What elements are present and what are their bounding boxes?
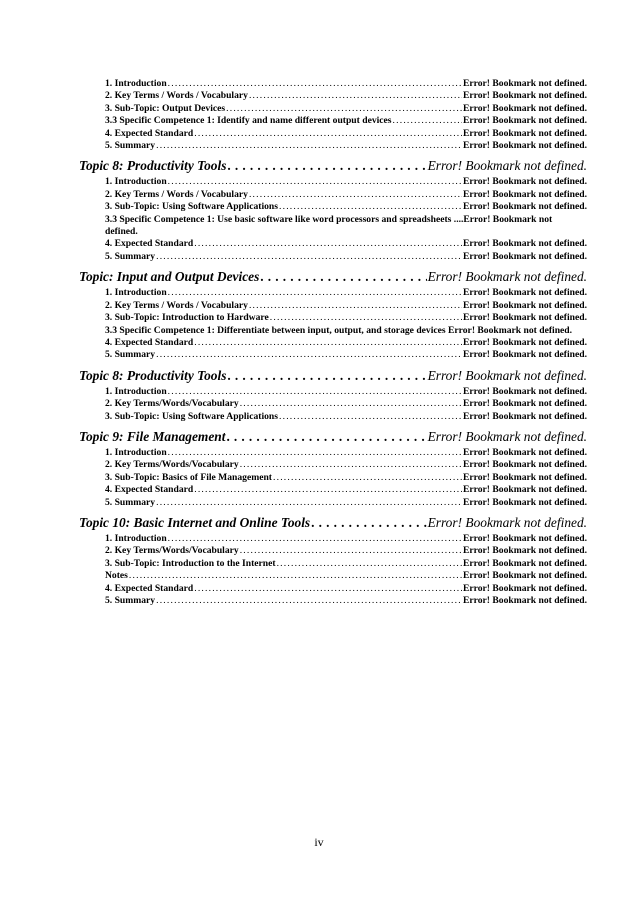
bookmark-error: Error! Bookmark not defined. bbox=[462, 127, 587, 139]
dot-leader bbox=[194, 238, 462, 250]
toc-topic-heading[interactable] bbox=[79, 158, 587, 174]
dot-leader bbox=[277, 558, 462, 570]
bookmark-error: Error! Bookmark not defined. bbox=[462, 532, 587, 544]
bookmark-error: Error! Bookmark not defined. bbox=[462, 385, 587, 397]
dot-leader bbox=[156, 497, 462, 509]
bookmark-error: Error! Bookmark not defined. bbox=[462, 299, 587, 311]
toc-entry[interactable] bbox=[105, 533, 587, 545]
dot-leader bbox=[249, 189, 462, 201]
toc-entry[interactable] bbox=[105, 447, 587, 459]
toc-entry[interactable] bbox=[105, 484, 587, 496]
toc-entry-title: 5. Summary bbox=[105, 250, 156, 262]
bookmark-error: Error! Bookmark not defined. bbox=[462, 496, 587, 508]
toc-entry[interactable] bbox=[105, 140, 587, 152]
bookmark-error: Error! Bookmark not defined. bbox=[462, 78, 587, 89]
toc-entry[interactable] bbox=[105, 238, 587, 250]
toc-entry-title: 4. Expected Standard bbox=[105, 127, 194, 139]
dot-leader bbox=[393, 115, 462, 127]
dot-leader bbox=[279, 201, 462, 213]
bookmark-error: Error! Bookmark not defined. bbox=[462, 410, 587, 422]
toc-entry[interactable] bbox=[105, 78, 587, 90]
toc-entry-title: 1. Introduction bbox=[105, 287, 167, 299]
toc-entry-title: 5. Summary bbox=[105, 595, 156, 606]
toc-entry[interactable] bbox=[105, 176, 587, 188]
bookmark-error: Error! Bookmark not defined. bbox=[462, 176, 587, 188]
toc-entry[interactable] bbox=[105, 103, 587, 115]
dot-leader bbox=[240, 459, 462, 471]
toc-entry[interactable] bbox=[105, 570, 587, 582]
toc-entry[interactable] bbox=[105, 337, 587, 349]
dot-leader bbox=[270, 312, 462, 324]
toc-entry[interactable] bbox=[105, 411, 587, 423]
toc-entry[interactable] bbox=[105, 545, 587, 557]
toc-entry-title: 2. Key Terms / Words / Vocabulary bbox=[105, 90, 248, 102]
toc-entry-title: 1. Introduction bbox=[105, 532, 167, 544]
toc-entry-title: 2. Key Terms/Words/Vocabulary bbox=[105, 459, 239, 471]
toc-entry[interactable] bbox=[105, 459, 587, 471]
toc-entry-title: 3. Sub-Topic: Using Software Applications bbox=[105, 201, 278, 213]
bookmark-error: Error! Bookmark not defined. bbox=[427, 269, 587, 285]
toc-entry-title: 4. Expected Standard bbox=[105, 238, 194, 250]
toc-entry-title: 1. Introduction bbox=[105, 446, 167, 458]
bookmark-error: Error! Bookmark not defined. bbox=[462, 545, 587, 557]
bookmark-error: Error! Bookmark not defined. bbox=[462, 140, 587, 152]
toc-topic-heading[interactable] bbox=[79, 429, 587, 445]
toc-entry-title: 2. Key Terms / Words / Vocabulary bbox=[105, 299, 248, 311]
toc-entry-title: 4. Expected Standard bbox=[105, 336, 194, 348]
dot-leader bbox=[194, 337, 462, 349]
toc-entry-title: 3. Sub-Topic: Introduction to the Internet bbox=[105, 557, 276, 569]
toc-entry[interactable] bbox=[105, 312, 587, 324]
dot-leader bbox=[168, 176, 462, 188]
toc-entry-text: 3.3 Specific Competence 1: Differentiate between input, output, and storage devices Error! Bookmark not defined. bbox=[105, 324, 573, 336]
toc-entry[interactable] bbox=[105, 201, 587, 213]
bookmark-error: Error! Bookmark not defined. bbox=[462, 570, 587, 582]
page-number: iv bbox=[314, 835, 324, 849]
bookmark-error: Error! Bookmark not defined. bbox=[462, 115, 587, 127]
bookmark-error: Error! Bookmark not defined. bbox=[462, 287, 587, 299]
dot-leader bbox=[194, 484, 462, 496]
dot-leader bbox=[273, 472, 462, 484]
dot-leader bbox=[168, 533, 462, 545]
toc-entry-title: 4. Expected Standard bbox=[105, 484, 194, 496]
bookmark-error: Error! Bookmark not defined. bbox=[462, 484, 587, 496]
dot-leader bbox=[279, 411, 462, 423]
dot-leader bbox=[226, 429, 426, 445]
toc-topic-heading[interactable] bbox=[79, 515, 587, 531]
dot-leader bbox=[156, 251, 462, 263]
dot-leader bbox=[240, 545, 462, 557]
toc-topic-title: Topic 8: Productivity Tools bbox=[79, 158, 227, 174]
dot-leader bbox=[156, 140, 462, 152]
bookmark-error: Error! Bookmark not defined. bbox=[462, 312, 587, 324]
toc-entry[interactable] bbox=[105, 472, 587, 484]
dot-leader bbox=[129, 570, 462, 582]
toc-entry-title: 3. Sub-Topic: Introduction to Hardware bbox=[105, 312, 269, 324]
toc-entry-title: 3.3 Specific Competence 1: Identify and name different output devices bbox=[105, 115, 392, 127]
toc-entry[interactable] bbox=[105, 325, 587, 337]
bookmark-error: Error! Bookmark not defined. bbox=[462, 471, 587, 483]
toc-entry[interactable] bbox=[105, 349, 587, 361]
bookmark-error: Error! Bookmark not defined. bbox=[462, 238, 587, 250]
toc-topic-title: Topic 9: File Management bbox=[79, 428, 226, 444]
bookmark-error: Error! Bookmark not defined. bbox=[427, 367, 587, 383]
toc-entry[interactable] bbox=[105, 287, 587, 299]
dot-leader bbox=[168, 287, 462, 299]
toc-topic-heading[interactable] bbox=[79, 269, 587, 285]
toc-topic-heading[interactable] bbox=[79, 368, 587, 384]
bookmark-error: Error! Bookmark not defined. bbox=[462, 90, 587, 102]
toc-entry-title: 3. Sub-Topic: Basics of File Management bbox=[105, 471, 273, 483]
toc-entry[interactable] bbox=[105, 595, 587, 607]
toc-entry-text: 3.3 Specific Competence 1: Use basic software like word processors and spreadsheets ....Error! Bookmark not defined. bbox=[105, 213, 553, 238]
toc-entry-title: 2. Key Terms/Words/Vocabulary bbox=[105, 398, 239, 410]
toc-entry-title: 1. Introduction bbox=[105, 176, 167, 188]
bookmark-error: Error! Bookmark not defined. bbox=[462, 336, 587, 348]
bookmark-error: Error! Bookmark not defined. bbox=[427, 158, 587, 174]
dot-leader bbox=[194, 583, 462, 595]
toc-entry[interactable] bbox=[105, 189, 587, 201]
dot-leader bbox=[156, 349, 462, 361]
toc-entry-title: Notes bbox=[105, 570, 128, 582]
bookmark-error: Error! Bookmark not defined. bbox=[462, 557, 587, 569]
toc-entry[interactable] bbox=[105, 497, 587, 509]
dot-leader bbox=[168, 386, 462, 398]
bookmark-error: Error! Bookmark not defined. bbox=[462, 349, 587, 361]
toc-entry-title: 1. Introduction bbox=[105, 78, 167, 89]
toc-entry-title: 5. Summary bbox=[105, 349, 156, 361]
bookmark-error: Error! Bookmark not defined. bbox=[462, 102, 587, 114]
bookmark-error: Error! Bookmark not defined. bbox=[462, 398, 587, 410]
bookmark-error: Error! Bookmark not defined. bbox=[462, 446, 587, 458]
bookmark-error: Error! Bookmark not defined. bbox=[427, 514, 587, 530]
dot-leader bbox=[249, 90, 462, 102]
toc-entry[interactable] bbox=[105, 90, 587, 102]
bookmark-error: Error! Bookmark not defined. bbox=[462, 250, 587, 262]
dot-leader bbox=[226, 103, 462, 115]
toc-entry-title: 3. Sub-Topic: Using Software Applications bbox=[105, 410, 278, 422]
dot-leader bbox=[249, 300, 462, 312]
toc-entry[interactable] bbox=[105, 128, 587, 140]
dot-leader bbox=[227, 368, 426, 384]
toc-entry[interactable] bbox=[105, 398, 587, 410]
bookmark-error: Error! Bookmark not defined. bbox=[462, 595, 587, 606]
dot-leader bbox=[156, 595, 462, 607]
dot-leader bbox=[194, 128, 462, 140]
toc-entry[interactable] bbox=[105, 386, 587, 398]
dot-leader bbox=[240, 398, 462, 410]
toc-entry-title: 3. Sub-Topic: Output Devices bbox=[105, 102, 226, 114]
toc-entry-title: 2. Key Terms / Words / Vocabulary bbox=[105, 188, 248, 200]
toc-topic-title: Topic 8: Productivity Tools bbox=[79, 367, 227, 383]
dot-leader bbox=[260, 269, 426, 285]
toc-entry[interactable] bbox=[105, 251, 587, 263]
toc-entry-title: 5. Summary bbox=[105, 140, 156, 152]
bookmark-error: Error! Bookmark not defined. bbox=[462, 582, 587, 594]
toc-entry[interactable] bbox=[105, 115, 587, 127]
dot-leader bbox=[311, 515, 426, 531]
toc-entry-title: 1. Introduction bbox=[105, 385, 167, 397]
bookmark-error: Error! Bookmark not defined. bbox=[462, 201, 587, 213]
bookmark-error: Error! Bookmark not defined. bbox=[427, 428, 587, 444]
toc-entry[interactable] bbox=[105, 558, 587, 570]
dot-leader bbox=[168, 78, 462, 90]
bookmark-error: Error! Bookmark not defined. bbox=[462, 459, 587, 471]
toc-topic-title: Topic 10: Basic Internet and Online Tools bbox=[79, 514, 311, 530]
toc-topic-title: Topic: Input and Output Devices bbox=[79, 269, 260, 285]
toc-entry[interactable] bbox=[105, 583, 587, 595]
toc-entry-title: 4. Expected Standard bbox=[105, 582, 194, 594]
toc-entry[interactable] bbox=[105, 214, 587, 239]
toc-entry[interactable] bbox=[105, 300, 587, 312]
bookmark-error: Error! Bookmark not defined. bbox=[462, 188, 587, 200]
dot-leader bbox=[227, 158, 426, 174]
table-of-contents bbox=[79, 78, 587, 607]
dot-leader bbox=[168, 447, 462, 459]
toc-entry-title: 5. Summary bbox=[105, 496, 156, 508]
toc-entry-title: 2. Key Terms/Words/Vocabulary bbox=[105, 545, 239, 557]
